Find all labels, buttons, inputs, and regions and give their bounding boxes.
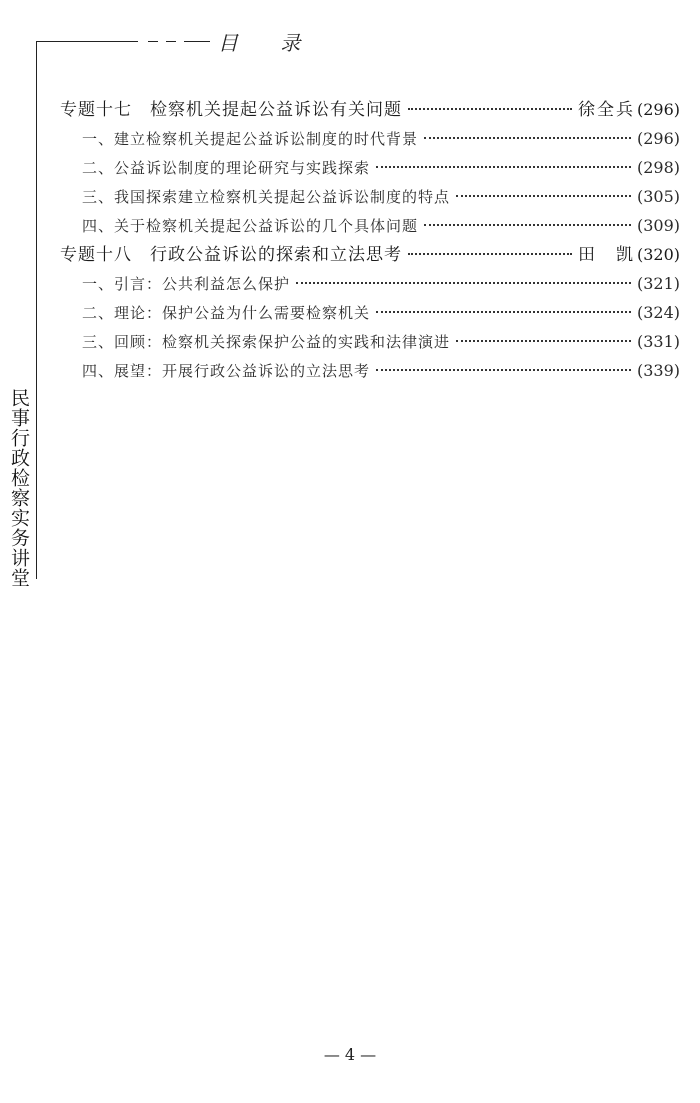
toc-section-row <box>60 327 680 356</box>
toc-leader-dots <box>424 137 631 139</box>
toc-entry-label: 专题十七 检察机关提起公益诉讼有关问题 <box>60 100 402 120</box>
toc-entry-page: (298) <box>636 158 680 177</box>
toc-entry-label: 三、我国探索建立检察机关提起公益诉讼制度的特点 <box>82 188 451 206</box>
toc-entry-label: 三、回顾：检察机关探索保护公益的实践和法律演进 <box>82 333 451 351</box>
toc-leader-dots <box>456 195 631 197</box>
book-side-title: 民事行政检察实务讲堂 <box>8 388 30 588</box>
toc-entry-page: (305) <box>636 187 680 206</box>
toc-entry-label: 二、理论：保护公益为什么需要检察机关 <box>82 304 371 322</box>
toc-section-row <box>60 124 680 153</box>
toc-chapter-row <box>60 240 680 269</box>
toc-section-row <box>60 153 680 182</box>
toc-entry-page: (324) <box>636 303 680 322</box>
toc-entry-page: (320) <box>636 245 680 264</box>
toc-entry-author: 徐全兵 <box>577 100 635 120</box>
toc-leader-dots <box>376 166 631 168</box>
toc-entry-label: 四、展望：开展行政公益诉讼的立法思考 <box>82 362 371 380</box>
toc-entry-label: 四、关于检察机关提起公益诉讼的几个具体问题 <box>82 217 419 235</box>
toc-section-row <box>60 298 680 327</box>
toc-section-row <box>60 356 680 385</box>
toc-leader-dots <box>408 108 572 110</box>
header-rule-right <box>184 41 210 42</box>
toc-leader-dots <box>296 282 631 284</box>
toc-leader-dots <box>376 369 631 371</box>
toc-entry-page: (296) <box>636 100 680 119</box>
toc-chapter-row <box>60 95 680 124</box>
left-margin-rule <box>36 41 37 566</box>
toc-leader-dots <box>408 253 572 255</box>
table-of-contents <box>60 95 680 385</box>
toc-entry-page: (309) <box>636 216 680 235</box>
toc-entry-author: 田 凯 <box>577 245 635 265</box>
toc-entry-label: 专题十八 行政公益诉讼的探索和立法思考 <box>60 245 402 265</box>
toc-entry-label: 一、引言：公共利益怎么保护 <box>82 275 291 293</box>
header-rule-left <box>36 41 138 42</box>
toc-entry-page: (321) <box>636 274 680 293</box>
toc-section-row <box>60 211 680 240</box>
toc-entry-label: 二、公益诉讼制度的理论研究与实践探索 <box>82 159 371 177</box>
toc-leader-dots <box>376 311 631 313</box>
page-number: — 4 — <box>323 1045 377 1064</box>
header-rule-dash-2 <box>166 41 176 42</box>
toc-entry-page: (296) <box>636 129 680 148</box>
page-title: 目 录 <box>218 31 319 55</box>
toc-entry-label: 一、建立检察机关提起公益诉讼制度的时代背景 <box>82 130 419 148</box>
toc-leader-dots <box>424 224 631 226</box>
toc-section-row <box>60 269 680 298</box>
toc-section-row <box>60 182 680 211</box>
header-rule-dash-1 <box>148 41 158 42</box>
toc-entry-page: (339) <box>636 361 680 380</box>
toc-entry-page: (331) <box>636 332 680 351</box>
toc-leader-dots <box>456 340 631 342</box>
side-title-tick <box>36 565 37 579</box>
